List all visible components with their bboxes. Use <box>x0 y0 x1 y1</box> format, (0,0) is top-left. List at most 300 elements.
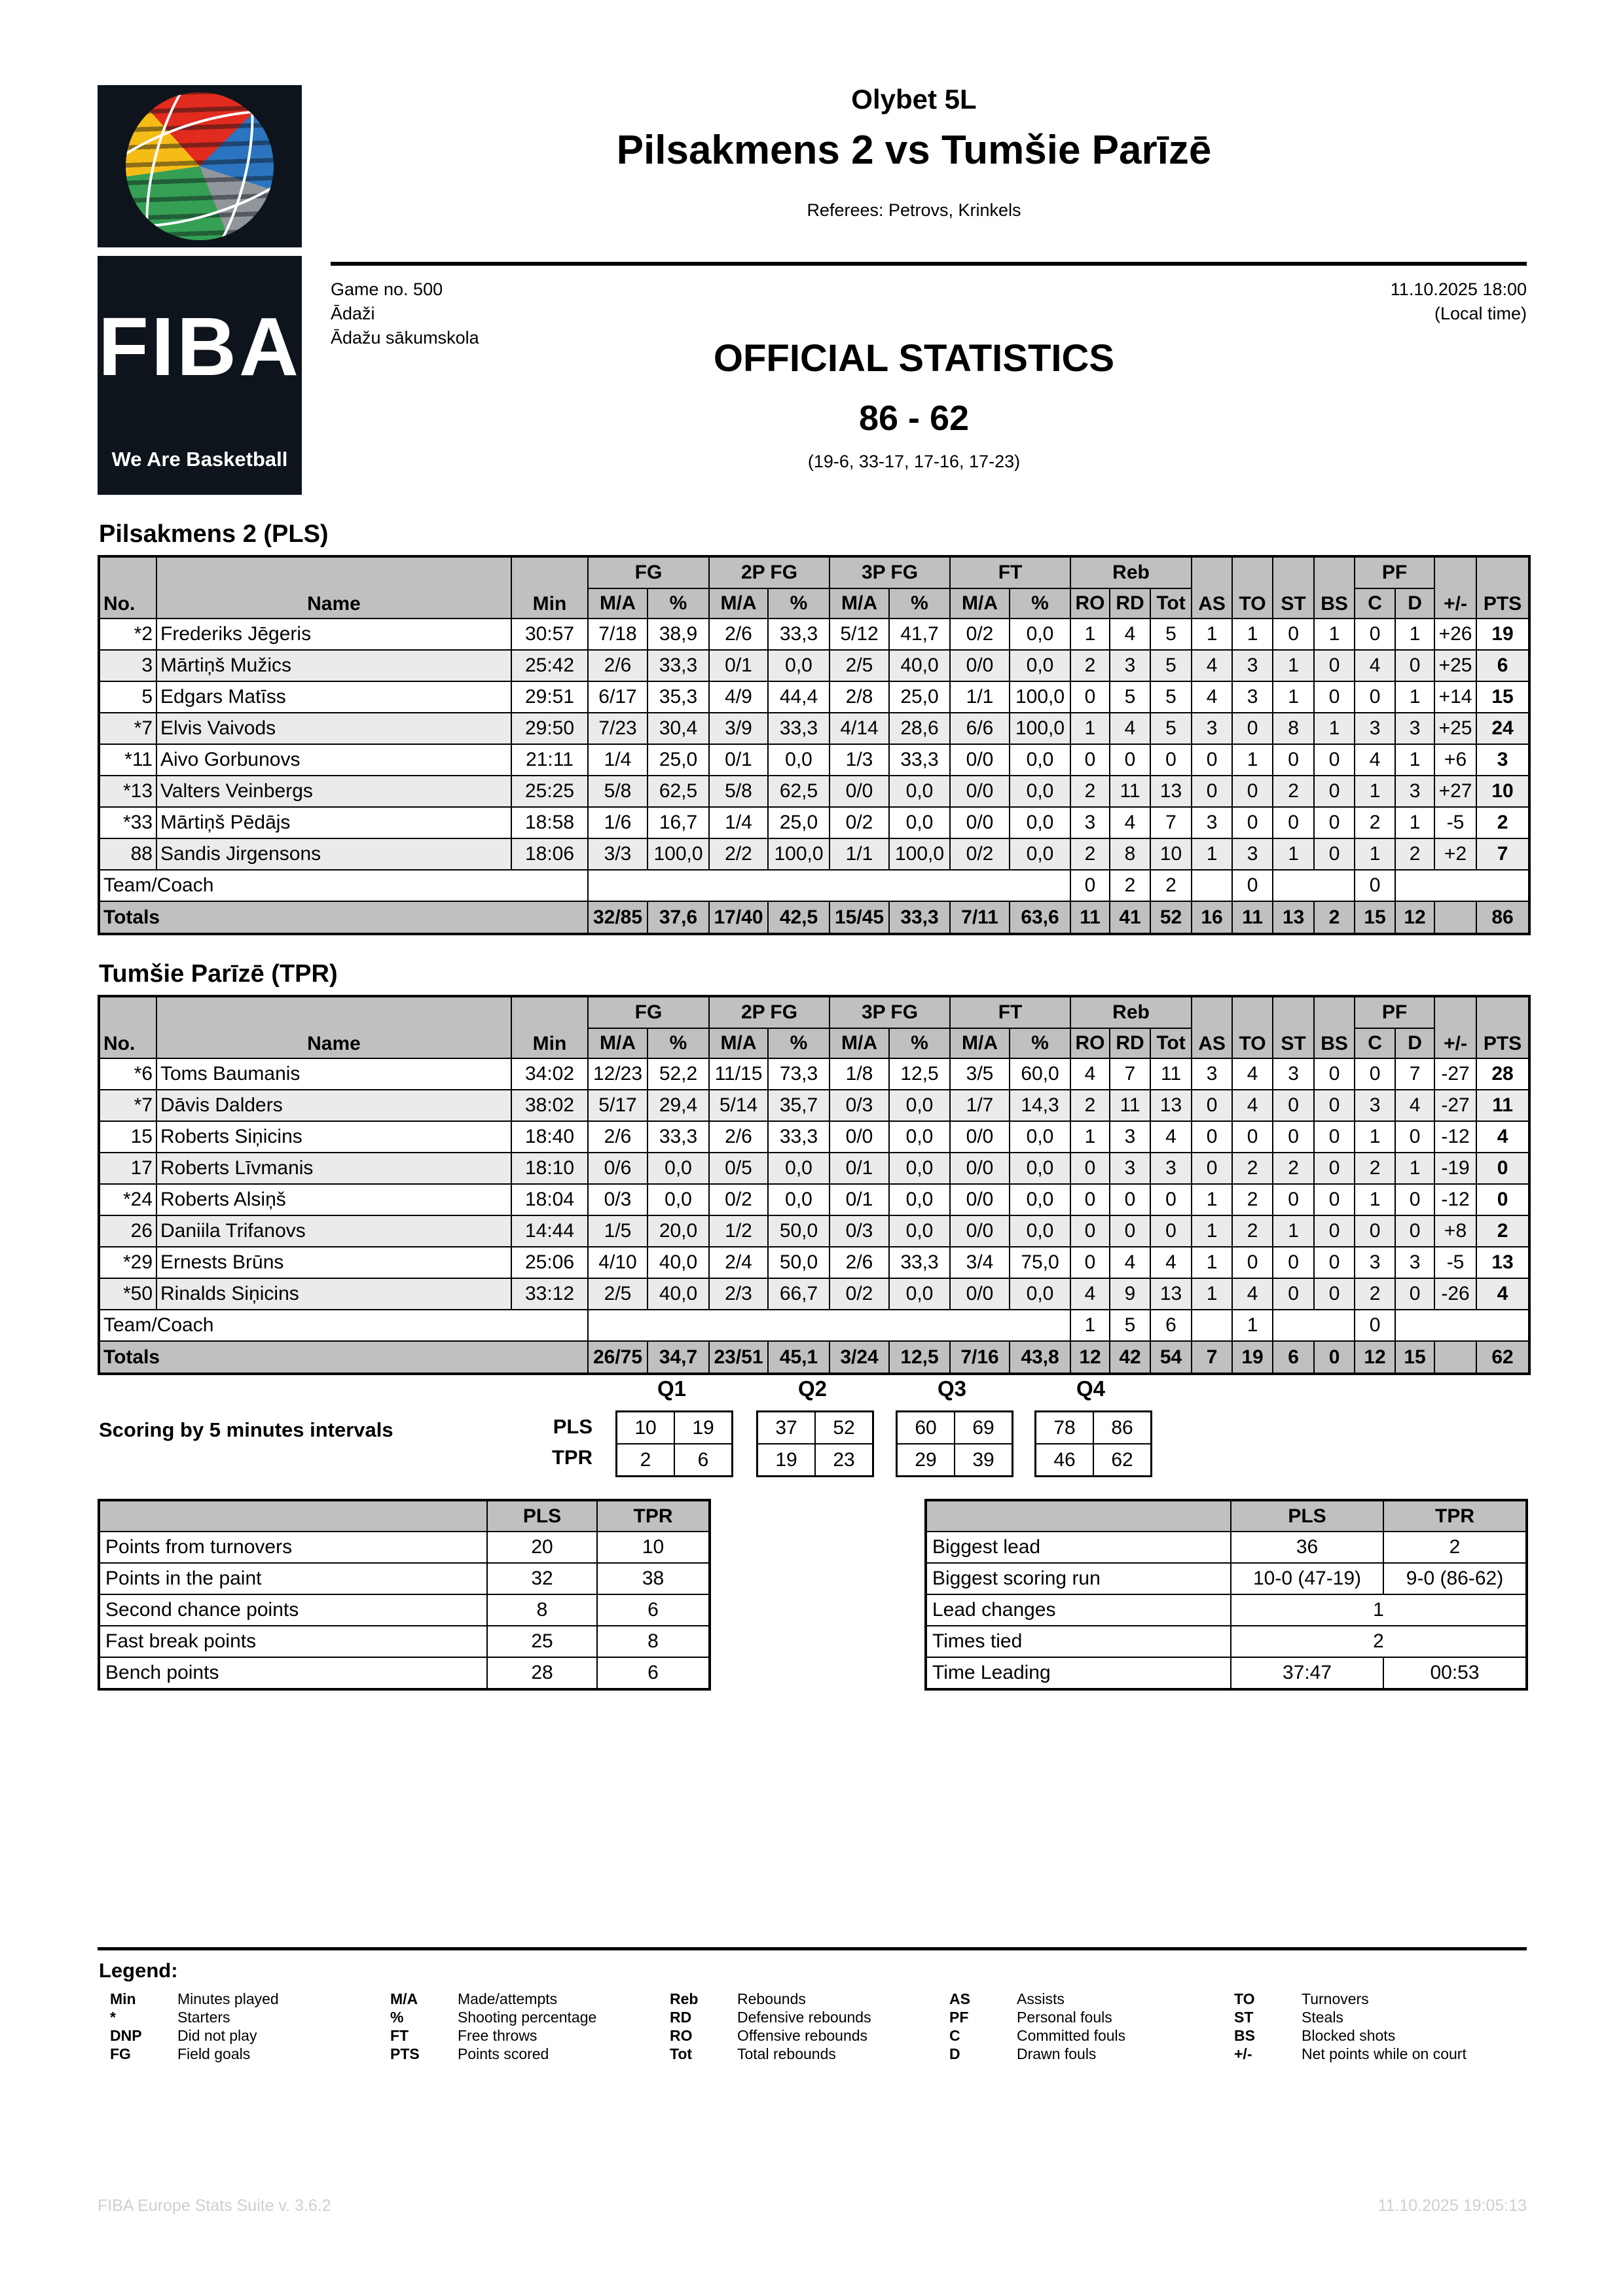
fg-pct: 35,3 <box>647 681 709 713</box>
minutes: 30:57 <box>511 619 588 650</box>
ft-ma: 0/0 <box>950 1184 1010 1215</box>
summary-label: Lead changes <box>926 1594 1231 1626</box>
summary-value-pls: 8 <box>487 1594 597 1626</box>
2p-pct: 33,3 <box>768 1121 830 1153</box>
turnovers: 1 <box>1232 744 1273 776</box>
blocks: 0 <box>1314 1153 1355 1184</box>
fg-pct: 30,4 <box>647 713 709 744</box>
team-coach-row <box>99 870 1529 901</box>
legend-item <box>949 1990 1125 2008</box>
legend-item <box>110 1990 279 2008</box>
fouls-committed: 2 <box>1355 807 1395 838</box>
3p-ma: 0/0 <box>830 776 889 807</box>
summary-merged-value: 2 <box>1231 1626 1527 1657</box>
blocks: 0 <box>1314 650 1355 681</box>
minutes: 38:02 <box>511 1090 588 1121</box>
turnovers: 0 <box>1232 1121 1273 1153</box>
assists: 0 <box>1192 1153 1232 1184</box>
fouls-committed: 0 <box>1355 1058 1395 1090</box>
summary-header-row <box>926 1500 1527 1532</box>
column-header-pls: PLS <box>487 1500 597 1532</box>
interval-score: 10 <box>617 1412 675 1444</box>
interval-row <box>757 1412 873 1444</box>
blocks: 0 <box>1314 1215 1355 1247</box>
footer-timestamp: 11.10.2025 19:05:13 <box>1377 2197 1527 2215</box>
assists: 0 <box>1192 1121 1232 1153</box>
player-row <box>99 1121 1529 1153</box>
fouls-committed: 0 <box>1355 870 1395 901</box>
player-name: Mārtiņš Pēdājs <box>156 807 511 838</box>
points: 10 <box>1476 776 1529 807</box>
fg-pct: 38,9 <box>647 619 709 650</box>
steals: 0 <box>1273 1121 1314 1153</box>
column-header-ma: M/A <box>588 1028 647 1058</box>
interval-score: 19 <box>757 1444 816 1477</box>
legend-description: Blocked shots <box>1302 2026 1396 2044</box>
legend-item <box>670 2045 871 2063</box>
legend-abbr: Min <box>110 1990 136 2007</box>
turnovers: 0 <box>1232 1247 1273 1278</box>
fouls-drawn: 3 <box>1395 1247 1434 1278</box>
fouls-committed: 4 <box>1355 650 1395 681</box>
column-header-turnovers: TO <box>1232 556 1273 619</box>
2p-ma: 0/5 <box>709 1153 768 1184</box>
2p-ma: 4/9 <box>709 681 768 713</box>
ft-ma: 3/5 <box>950 1058 1010 1090</box>
player-name: Frederiks Jēgeris <box>156 619 511 650</box>
def-reb: 8 <box>1110 838 1150 870</box>
fg-ma: 3/3 <box>588 838 647 870</box>
3p-ma: 2/8 <box>830 681 889 713</box>
3p-ma: 0/2 <box>830 807 889 838</box>
fg-ma: 5/8 <box>588 776 647 807</box>
column-header-ma: M/A <box>588 588 647 619</box>
player-row <box>99 807 1529 838</box>
steals: 0 <box>1273 744 1314 776</box>
blocks: 0 <box>1314 1058 1355 1090</box>
3p-pct: 0,0 <box>889 1121 950 1153</box>
team-coach-row <box>99 1310 1529 1341</box>
column-header-assists: AS <box>1192 996 1232 1058</box>
interval-score: 46 <box>1036 1444 1094 1477</box>
player-name: Dāvis Dalders <box>156 1090 511 1121</box>
3p-pct: 25,0 <box>889 681 950 713</box>
blocks: 0 <box>1314 807 1355 838</box>
fouls-drawn: 1 <box>1395 1153 1434 1184</box>
summary-row <box>926 1594 1527 1626</box>
2p-pct: 50,0 <box>768 1215 830 1247</box>
legend-divider <box>98 1947 1527 1950</box>
totals-label: Totals <box>99 901 588 934</box>
interval-score: 86 <box>1093 1412 1152 1444</box>
fiba-logo <box>98 85 302 495</box>
totals-value: 15/45 <box>830 901 889 934</box>
2p-pct: 25,0 <box>768 807 830 838</box>
legend-abbr: * <box>110 2008 116 2026</box>
3p-pct: 0,0 <box>889 1153 950 1184</box>
intervals-label: Scoring by 5 minutes intervals <box>99 1418 393 1441</box>
jersey-number: 15 <box>99 1121 156 1153</box>
column-header-blocks: BS <box>1314 996 1355 1058</box>
totals-value: 11 <box>1232 901 1273 934</box>
steals: 0 <box>1273 807 1314 838</box>
interval-score: 6 <box>674 1444 733 1477</box>
interval-score: 78 <box>1036 1412 1094 1444</box>
turnovers: 0 <box>1232 713 1273 744</box>
fg-pct: 29,4 <box>647 1090 709 1121</box>
plus-minus: +25 <box>1434 713 1476 744</box>
ft-pct: 0,0 <box>1010 1278 1070 1310</box>
totals-value: 42,5 <box>768 901 830 934</box>
column-header-assists: AS <box>1192 556 1232 619</box>
legend-item <box>110 2008 279 2026</box>
jersey-number: *11 <box>99 744 156 776</box>
3p-pct: 28,6 <box>889 713 950 744</box>
interval-box <box>1034 1410 1152 1477</box>
2p-ma: 5/8 <box>709 776 768 807</box>
interval-score: 37 <box>757 1412 816 1444</box>
off-reb: 0 <box>1070 744 1110 776</box>
column-header-pct: % <box>1010 588 1070 619</box>
player-row <box>99 744 1529 776</box>
2p-pct: 44,4 <box>768 681 830 713</box>
team-stats-table-pls <box>98 555 1531 935</box>
ft-pct: 0,0 <box>1010 619 1070 650</box>
totals-value: 33,3 <box>889 901 950 934</box>
legend-description: Starters <box>177 2008 230 2026</box>
minutes: 33:12 <box>511 1278 588 1310</box>
3p-ma: 0/0 <box>830 1121 889 1153</box>
ft-pct: 100,0 <box>1010 681 1070 713</box>
interval-score: 2 <box>617 1444 675 1477</box>
assists: 1 <box>1192 1215 1232 1247</box>
minutes: 34:02 <box>511 1058 588 1090</box>
fouls-drawn: 0 <box>1395 1184 1434 1215</box>
summary-value-tpr: 2 <box>1383 1532 1527 1563</box>
team-heading-pls: Pilsakmens 2 (PLS) <box>99 520 329 548</box>
totals-row <box>99 1341 1529 1374</box>
points: 11 <box>1476 1090 1529 1121</box>
summary-label: Biggest scoring run <box>926 1563 1231 1594</box>
totals-value: 32/85 <box>588 901 647 934</box>
basketball-icon <box>126 92 274 240</box>
totals-value: 52 <box>1150 901 1192 934</box>
3p-ma: 2/5 <box>830 650 889 681</box>
minutes: 18:04 <box>511 1184 588 1215</box>
fouls-drawn: 0 <box>1395 1278 1434 1310</box>
assists: 0 <box>1192 776 1232 807</box>
3p-ma: 1/8 <box>830 1058 889 1090</box>
summary-label: Times tied <box>926 1626 1231 1657</box>
def-reb: 11 <box>1110 776 1150 807</box>
totals-value: 12 <box>1395 901 1434 934</box>
summary-label: Points from turnovers <box>99 1532 487 1563</box>
blank <box>1192 870 1232 901</box>
off-reb: 0 <box>1070 1184 1110 1215</box>
fouls-committed: 2 <box>1355 1153 1395 1184</box>
summary-row <box>99 1563 710 1594</box>
player-name: Rinalds Siņicins <box>156 1278 511 1310</box>
column-header-2pfg-group: 2P FG <box>709 996 830 1028</box>
3p-ma: 0/2 <box>830 1278 889 1310</box>
blank-header <box>99 1500 487 1532</box>
legend-description: Drawn fouls <box>1017 2045 1097 2062</box>
def-reb: 11 <box>1110 1090 1150 1121</box>
steals: 1 <box>1273 681 1314 713</box>
3p-pct: 0,0 <box>889 807 950 838</box>
steals: 0 <box>1273 1090 1314 1121</box>
def-reb: 0 <box>1110 1215 1150 1247</box>
interval-row <box>617 1444 733 1477</box>
2p-ma: 2/4 <box>709 1247 768 1278</box>
off-reb: 0 <box>1070 1215 1110 1247</box>
jersey-number: *7 <box>99 1090 156 1121</box>
tot-reb: 5 <box>1150 713 1192 744</box>
legend-description: Made/attempts <box>458 1990 558 2007</box>
legend-description: Defensive rebounds <box>737 2008 871 2026</box>
ft-pct: 0,0 <box>1010 776 1070 807</box>
turnovers: 3 <box>1232 681 1273 713</box>
player-row <box>99 681 1529 713</box>
off-reb: 1 <box>1070 1310 1110 1341</box>
jersey-number: *50 <box>99 1278 156 1310</box>
summary-value-tpr: 6 <box>597 1594 710 1626</box>
legend-item <box>1234 2045 1467 2063</box>
fouls-drawn: 3 <box>1395 776 1434 807</box>
2p-pct: 66,7 <box>768 1278 830 1310</box>
fouls-committed: 1 <box>1355 776 1395 807</box>
local-time-note: (Local time) <box>1434 304 1527 323</box>
turnovers: 2 <box>1232 1153 1273 1184</box>
legend-item <box>949 2045 1125 2063</box>
column-header-ft-group: FT <box>950 556 1070 588</box>
ft-pct: 0,0 <box>1010 838 1070 870</box>
fg-ma: 7/18 <box>588 619 647 650</box>
game-flow-table <box>924 1499 1528 1691</box>
turnovers: 1 <box>1232 619 1273 650</box>
2p-ma: 1/2 <box>709 1215 768 1247</box>
fiba-wordmark-block <box>98 256 302 495</box>
tot-reb: 4 <box>1150 1247 1192 1278</box>
team-coach-label: Team/Coach <box>99 1310 588 1341</box>
totals-value: 7 <box>1192 1341 1232 1374</box>
off-reb: 1 <box>1070 619 1110 650</box>
points: 19 <box>1476 619 1529 650</box>
fg-pct: 40,0 <box>647 1247 709 1278</box>
ft-ma: 0/0 <box>950 744 1010 776</box>
legend-abbr: TO <box>1234 1990 1255 2007</box>
legend-column <box>670 1990 871 2063</box>
assists: 1 <box>1192 619 1232 650</box>
legend-abbr: % <box>390 2008 404 2026</box>
tot-reb: 0 <box>1150 1184 1192 1215</box>
column-header-tpr: TPR <box>597 1500 710 1532</box>
legend-description: Assists <box>1017 1990 1065 2007</box>
blocks: 0 <box>1314 1247 1355 1278</box>
player-name: Roberts Alsiņš <box>156 1184 511 1215</box>
fg-ma: 6/17 <box>588 681 647 713</box>
player-row <box>99 1247 1529 1278</box>
ft-pct: 0,0 <box>1010 650 1070 681</box>
legend-abbr: BS <box>1234 2026 1255 2044</box>
column-header-pct: % <box>889 1028 950 1058</box>
legend-abbr: FT <box>390 2026 409 2044</box>
3p-pct: 0,0 <box>889 776 950 807</box>
legend-abbr: M/A <box>390 1990 418 2007</box>
ft-ma: 1/7 <box>950 1090 1010 1121</box>
column-header-pct: % <box>1010 1028 1070 1058</box>
summary-value-pls: 10-0 (47-19) <box>1231 1563 1383 1594</box>
fg-ma: 4/10 <box>588 1247 647 1278</box>
points: 24 <box>1476 713 1529 744</box>
player-name: Edgars Matīss <box>156 681 511 713</box>
fouls-committed: 2 <box>1355 1278 1395 1310</box>
player-stats-table <box>98 995 1531 1375</box>
legend-item <box>670 1990 871 2008</box>
tot-reb: 10 <box>1150 838 1192 870</box>
interval-row <box>1036 1444 1152 1477</box>
interval-row <box>757 1444 873 1477</box>
tot-reb: 3 <box>1150 1153 1192 1184</box>
points: 4 <box>1476 1278 1529 1310</box>
fg-pct: 33,3 <box>647 650 709 681</box>
player-row <box>99 1278 1529 1310</box>
summary-value-pls: 20 <box>487 1532 597 1563</box>
minutes: 29:51 <box>511 681 588 713</box>
player-row <box>99 1215 1529 1247</box>
legend-description: Did not play <box>177 2026 257 2044</box>
ft-pct: 75,0 <box>1010 1247 1070 1278</box>
plus-minus: -26 <box>1434 1278 1476 1310</box>
legend-item <box>110 2045 279 2063</box>
3p-ma: 0/3 <box>830 1215 889 1247</box>
2p-pct: 0,0 <box>768 1184 830 1215</box>
fiba-wordmark: FIBA <box>98 300 301 393</box>
column-header-ma: M/A <box>950 588 1010 619</box>
column-header-pct: % <box>768 588 830 619</box>
legend-abbr: Reb <box>670 1990 699 2007</box>
ft-pct: 0,0 <box>1010 807 1070 838</box>
team-stats-table-tpr <box>98 995 1531 1375</box>
totals-value: 54 <box>1150 1341 1192 1374</box>
fg-ma: 2/6 <box>588 1121 647 1153</box>
points: 6 <box>1476 650 1529 681</box>
steals: 1 <box>1273 838 1314 870</box>
legend-title: Legend: <box>99 1959 178 1982</box>
ft-ma: 0/0 <box>950 807 1010 838</box>
interval-team-label: TPR <box>552 1446 593 1469</box>
column-header-name: Name <box>156 556 511 619</box>
ft-ma: 0/0 <box>950 1215 1010 1247</box>
totals-value: 16 <box>1192 901 1232 934</box>
totals-value: 17/40 <box>709 901 768 934</box>
3p-ma: 0/1 <box>830 1153 889 1184</box>
fg-ma: 5/17 <box>588 1090 647 1121</box>
quarter-label: Q4 <box>1076 1376 1106 1401</box>
blocks: 0 <box>1314 776 1355 807</box>
totals-value: 45,1 <box>768 1341 830 1374</box>
2p-pct: 50,0 <box>768 1247 830 1278</box>
column-header-fg-group: FG <box>588 996 709 1028</box>
turnovers: 4 <box>1232 1090 1273 1121</box>
def-reb: 5 <box>1110 1310 1150 1341</box>
ft-ma: 0/0 <box>950 1153 1010 1184</box>
3p-ma: 0/1 <box>830 1184 889 1215</box>
legend-abbr: ST <box>1234 2008 1254 2026</box>
fouls-drawn: 0 <box>1395 1215 1434 1247</box>
legend-abbr: PTS <box>390 2045 420 2062</box>
player-name: Valters Veinbergs <box>156 776 511 807</box>
column-header-plus-minus: +/- <box>1434 556 1476 619</box>
summary-row <box>99 1594 710 1626</box>
legend-item <box>390 1990 596 2008</box>
2p-ma: 0/1 <box>709 744 768 776</box>
off-reb: 0 <box>1070 1247 1110 1278</box>
blocks: 0 <box>1314 681 1355 713</box>
blank <box>1273 870 1355 901</box>
totals-value: 41 <box>1110 901 1150 934</box>
match-title: Pilsakmens 2 vs Tumšie Parīzē <box>616 128 1212 173</box>
ft-ma: 0/2 <box>950 619 1010 650</box>
steals: 8 <box>1273 713 1314 744</box>
column-header-no: No. <box>99 556 156 619</box>
def-reb: 3 <box>1110 1121 1150 1153</box>
fg-pct: 100,0 <box>647 838 709 870</box>
player-row <box>99 1058 1529 1090</box>
legend-abbr: D <box>949 2045 960 2062</box>
column-header-steals: ST <box>1273 996 1314 1058</box>
column-header-name: Name <box>156 996 511 1058</box>
column-header-fg-group: FG <box>588 556 709 588</box>
legend-abbr: RD <box>670 2008 692 2026</box>
legend-item <box>1234 2026 1467 2045</box>
ft-ma: 1/1 <box>950 681 1010 713</box>
fg-pct: 40,0 <box>647 1278 709 1310</box>
interval-row <box>617 1412 733 1444</box>
jersey-number: *2 <box>99 619 156 650</box>
3p-ma: 0/3 <box>830 1090 889 1121</box>
minutes: 18:40 <box>511 1121 588 1153</box>
fouls-drawn: 1 <box>1395 744 1434 776</box>
legend-description: Net points while on court <box>1302 2045 1467 2062</box>
3p-pct: 0,0 <box>889 1090 950 1121</box>
points: 2 <box>1476 1215 1529 1247</box>
def-reb: 2 <box>1110 870 1150 901</box>
tot-reb: 11 <box>1150 1058 1192 1090</box>
totals-value: 15 <box>1395 1341 1434 1374</box>
assists: 3 <box>1192 1058 1232 1090</box>
totals-value: 6 <box>1273 1341 1314 1374</box>
interval-box <box>615 1410 733 1477</box>
player-row <box>99 838 1529 870</box>
summary-value-tpr: 8 <box>597 1626 710 1657</box>
header-group-row <box>99 556 1529 588</box>
fg-ma: 7/23 <box>588 713 647 744</box>
steals: 0 <box>1273 619 1314 650</box>
legend-item <box>1234 2008 1467 2026</box>
legend-description: Rebounds <box>737 1990 806 2007</box>
turnovers: 0 <box>1232 807 1273 838</box>
off-reb: 2 <box>1070 650 1110 681</box>
jersey-number: *6 <box>99 1058 156 1090</box>
totals-value: 7/11 <box>950 901 1010 934</box>
column-header-3pfg-group: 3P FG <box>830 996 950 1028</box>
ft-ma: 0/0 <box>950 1121 1010 1153</box>
3p-pct: 33,3 <box>889 1247 950 1278</box>
column-header-def-reb: RD <box>1110 588 1150 619</box>
blocks: 0 <box>1314 1278 1355 1310</box>
column-header-turnovers: TO <box>1232 996 1273 1058</box>
